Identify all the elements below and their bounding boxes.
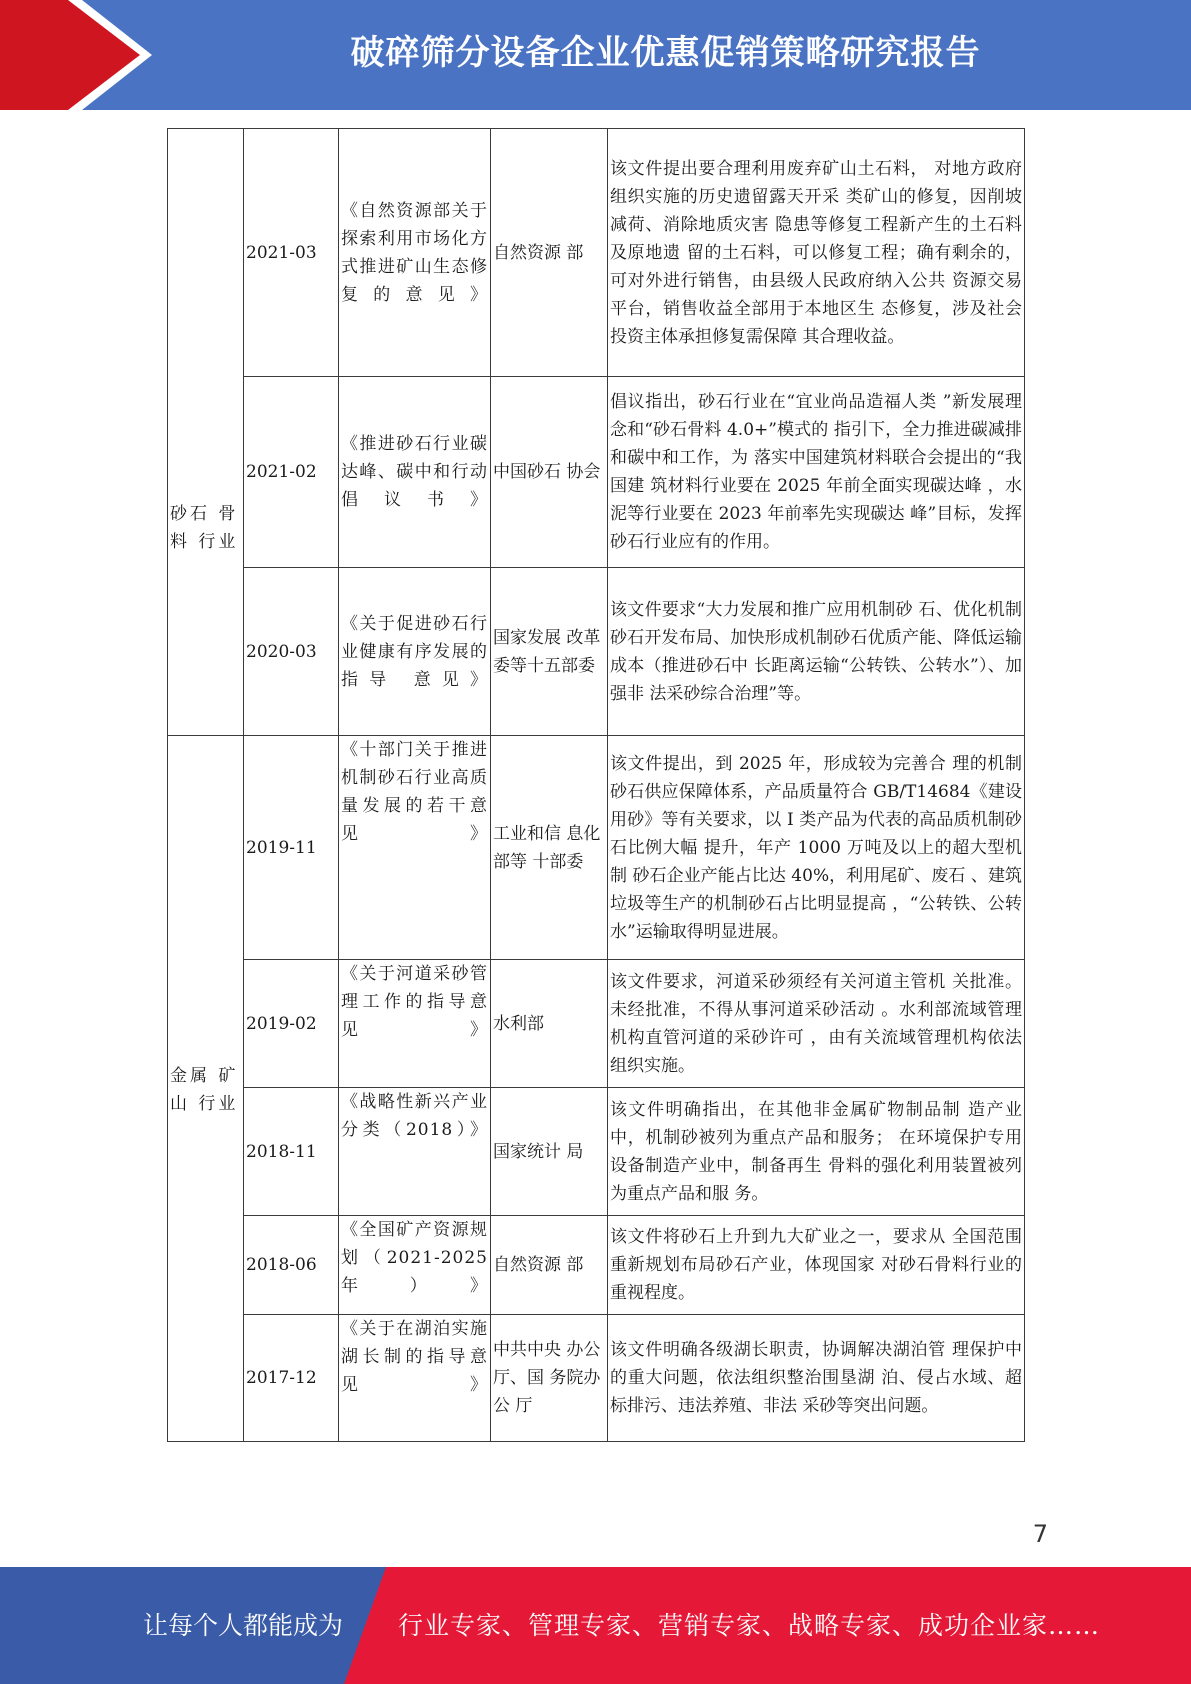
content-cell: 该文件明确指出，在其他非金属矿物制品制 造产业中，机制砂被列为重点产品和服务； 在环境保护专用设备制造产业中，制备再生 骨料的强化利用装置被列为重点产品和服 务。 [608, 1088, 1025, 1216]
table-row [168, 568, 1025, 736]
policy-table [167, 128, 1025, 1442]
table-row [168, 1216, 1025, 1315]
table-row [168, 377, 1025, 568]
content-cell: 该文件要求“大力发展和推广应用机制砂 石、优化机制砂石开发布局、加快形成机制砂石优质产能、降低运输成本（推进砂石中 长距离运输“公转铁、公转水”）、加强非 法采砂综合治理”等。 [608, 568, 1025, 736]
page-number: 7 [1032, 1520, 1048, 1548]
issuer-cell: 国家发展 改革委等十五部委 [491, 568, 608, 736]
footer-slogan-left: 让每个人都能成为 [143, 1611, 344, 1640]
content-cell: 该文件明确各级湖长职责，协调解决湖泊管 理保护中的重大问题，依法组织整治围垦湖 泊、侵占水域、超标排污、违法养殖、非法 采砂等突出问题。 [608, 1315, 1025, 1442]
table-row [168, 960, 1025, 1088]
date-cell: 2019-11 [244, 736, 339, 960]
date-cell: 2018-06 [244, 1216, 339, 1315]
issuer-cell: 中共中央 办公厅、国 务院办公 厅 [491, 1315, 608, 1442]
issuer-cell: 工业和信 息化部等 十部委 [491, 736, 608, 960]
document-name-cell: 《全国矿产资源规划（2021-2025 年）》 [339, 1216, 491, 1315]
page-footer [0, 1567, 1191, 1684]
document-name-cell: 《推进砂石行业碳达峰、碳中和行动倡议书》 [339, 377, 491, 568]
table-row [168, 1315, 1025, 1442]
industry-label: 砂石 骨料 行业 [170, 504, 239, 552]
date-cell: 2019-02 [244, 960, 339, 1088]
table-row [168, 129, 1025, 377]
issuer-cell: 自然资源 部 [491, 129, 608, 377]
content-cell: 倡议指出，砂石行业在“宜业尚品造福人类 ”新发展理念和“砂石骨料 4.0+”模式的 指引下，全力推进碳减排和碳中和工作，为 落实中国建筑材料联合会提出的“我国建 筑材料行业要在 2025 年前全面实现碳达峰 ，水泥等行业要在 2023 年前率先实现碳达 峰”目标，发挥砂石行业应有的作用。 [608, 377, 1025, 568]
issuer-cell: 自然资源 部 [491, 1216, 608, 1315]
date-cell: 2020-03 [244, 568, 339, 736]
issuer-cell: 水利部 [491, 960, 608, 1088]
report-title: 破碎筛分设备企业优惠促销策略研究报告 [350, 33, 981, 73]
issuer-cell: 国家统计 局 [491, 1088, 608, 1216]
industry-cell [168, 736, 244, 1442]
content-cell: 该文件提出要合理利用废弃矿山土石料， 对地方政府组织实施的历史遗留露天开采 类矿山的修复，因削坡减荷、消除地质灾害 隐患等修复工程新产生的土石料及原地遗 留的土石料，可以修复工程；确有剩余的， 可对外进行销售，由县级人民政府纳入公共 资源交易平台，销售收益全部用于本地区生 态修复，涉及社会投资主体承担修复需保障 其合理收益。 [608, 129, 1025, 377]
content-cell: 该文件要求，河道采砂须经有关河道主管机 关批准。未经批准，不得从事河道采砂活动 。水利部流域管理机构直管河道的采砂许可 ，由有关流域管理机构依法组织实施。 [608, 960, 1025, 1088]
page-header [0, 0, 1191, 110]
industry-cell [168, 129, 244, 736]
document-name-cell: 《自然资源部关于探索利用市场化方式推进矿山生态修复的意见》 [339, 129, 491, 377]
footer-slogan-right: 行业专家、管理专家、营销专家、战略专家、成功企业家…… [398, 1611, 1101, 1640]
date-cell: 2018-11 [244, 1088, 339, 1216]
table-row [168, 1088, 1025, 1216]
industry-label: 金属 矿山 行业 [170, 1065, 239, 1114]
document-name-cell: 《关于促进砂石行业健康有序发展的指导 意见》 [339, 568, 491, 736]
table-row [168, 736, 1025, 960]
document-name-cell: 《十部门关于推进机制砂石行业高质量发展的若干意见》 [339, 736, 491, 960]
date-cell: 2021-02 [244, 377, 339, 568]
date-cell: 2021-03 [244, 129, 339, 377]
date-cell: 2017-12 [244, 1315, 339, 1442]
content-cell: 该文件将砂石上升到九大矿业之一，要求从 全国范围重新规划布局砂石产业，体现国家 对砂石骨料行业的重视程度。 [608, 1216, 1025, 1315]
content-cell: 该文件提出，到 2025 年，形成较为完善合 理的机制砂石供应保障体系，产品质量符合 GB/T14684《建设用砂》等有关要求，以 I 类产品为代表的高品质机制砂石比例大幅 提升，年产 1000 万吨及以上的超大型机制 砂石企业产能占比达 40%，利用尾矿、废石 、建筑垃圾等生产的机制砂石占比明显提高 ，“公转铁、公转水”运输取得明显进展。 [608, 736, 1025, 960]
issuer-cell: 中国砂石 协会 [491, 377, 608, 568]
document-name-cell: 《关于河道采砂管理工作的指导意见》 [339, 960, 491, 1088]
document-name-cell: 《战略性新兴产业分类（2018）》 [339, 1088, 491, 1216]
header-red-chevron [0, 0, 140, 110]
document-name-cell: 《关于在湖泊实施湖长制的指导意见》 [339, 1315, 491, 1442]
